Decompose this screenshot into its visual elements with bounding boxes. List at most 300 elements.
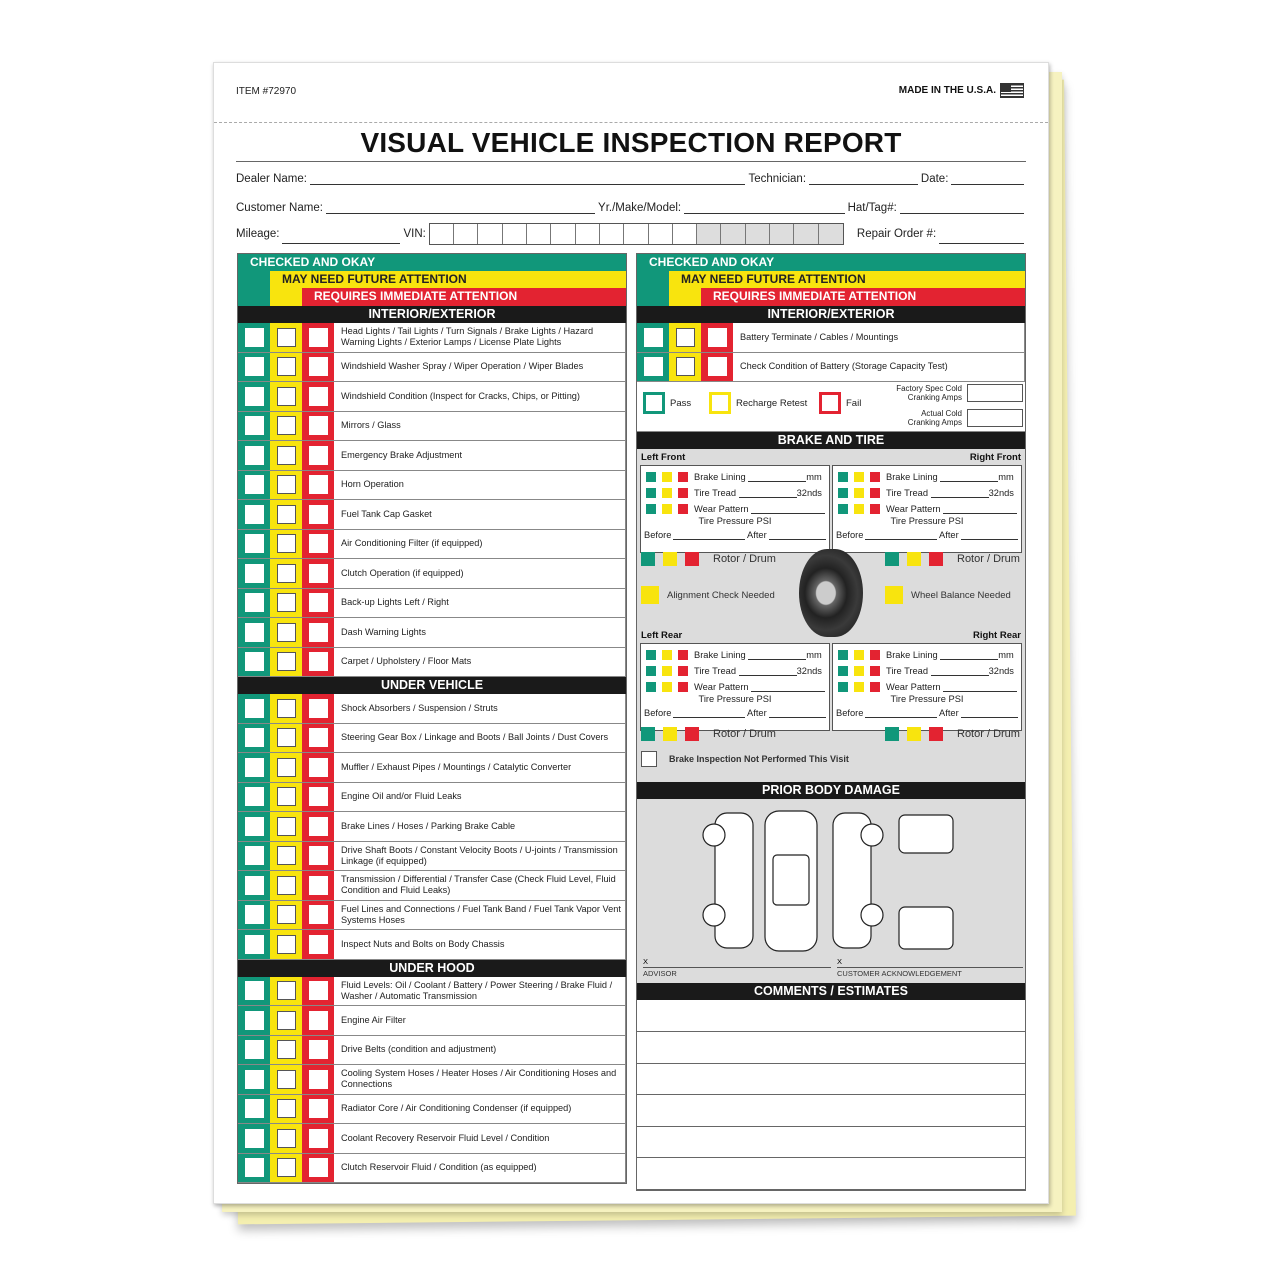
mileage-label: Mileage:: [236, 228, 280, 240]
immediate-checkbox[interactable]: [309, 564, 328, 583]
status-r-cell: [302, 1095, 334, 1124]
immediate-checkbox[interactable]: [309, 981, 328, 1000]
status-g-cell: [238, 724, 270, 753]
future-checkbox[interactable]: [277, 446, 296, 465]
future-checkbox[interactable]: [277, 387, 296, 406]
fail-label: Fail: [846, 397, 862, 409]
advisor-signature[interactable]: [643, 967, 831, 978]
okay-checkbox[interactable]: [838, 504, 848, 514]
checklist-row: [238, 500, 626, 530]
okay-checkbox[interactable]: [838, 472, 848, 482]
future-checkbox[interactable]: [676, 357, 695, 376]
future-checkbox[interactable]: [854, 650, 864, 660]
okay-checkbox[interactable]: [646, 666, 656, 676]
status-g-cell: [238, 842, 270, 871]
unit-label: 32nds: [796, 488, 822, 498]
after-field[interactable]: [961, 530, 1018, 540]
checklist-item-label: Back-up Lights Left / Right: [334, 589, 626, 618]
mileage-field[interactable]: [282, 232, 400, 244]
future-checkbox[interactable]: [277, 357, 296, 376]
okay-checkbox[interactable]: [245, 652, 264, 671]
before-label: Before: [836, 530, 864, 540]
after-label: After: [747, 530, 767, 540]
tire-pressure-label: Tire Pressure PSI: [698, 516, 772, 526]
okay-checkbox[interactable]: [245, 446, 264, 465]
measure-field[interactable]: [943, 682, 1017, 692]
okay-checkbox[interactable]: [245, 534, 264, 553]
status-r-cell: [701, 353, 733, 382]
status-y-cell: [270, 842, 302, 871]
section-header-under-vehicle: UNDER VEHICLE: [238, 677, 626, 694]
immediate-checkbox[interactable]: [870, 682, 880, 692]
status-y-cell: [669, 353, 701, 382]
measure-field[interactable]: [748, 472, 806, 482]
alignment-label: Alignment Check Needed: [667, 589, 775, 601]
left-column: [237, 253, 627, 1184]
actual-cca-input[interactable]: [967, 409, 1023, 427]
okay-checkbox[interactable]: [646, 682, 656, 692]
immediate-checkbox[interactable]: [678, 504, 688, 514]
status-g-cell: [238, 1006, 270, 1035]
before-field[interactable]: [673, 708, 745, 718]
status-y-cell: [270, 753, 302, 782]
status-r-cell: [302, 1154, 334, 1183]
okay-checkbox[interactable]: [644, 328, 663, 347]
future-checkbox[interactable]: [854, 488, 864, 498]
unit-label: 32nds: [988, 666, 1014, 676]
future-checkbox[interactable]: [662, 488, 672, 498]
right-front-box: [832, 465, 1022, 553]
immediate-checkbox[interactable]: [309, 593, 328, 612]
factory-spec-cca: [882, 384, 1023, 402]
future-checkbox[interactable]: [676, 328, 695, 347]
okay-checkbox[interactable]: [245, 564, 264, 583]
measure-field[interactable]: [931, 488, 989, 498]
okay-checkbox[interactable]: [245, 981, 264, 1000]
immediate-checkbox[interactable]: [309, 758, 328, 777]
status-g-cell: [238, 530, 270, 559]
okay-checkbox[interactable]: [245, 1070, 264, 1089]
legend-yellow: MAY NEED FUTURE ATTENTION: [282, 272, 467, 286]
future-checkbox[interactable]: [854, 504, 864, 514]
immediate-checkbox[interactable]: [309, 876, 328, 895]
measure-field[interactable]: [940, 472, 998, 482]
future-checkbox[interactable]: [277, 564, 296, 583]
checklist-item-label: Coolant Recovery Reservoir Fluid Level / Condition: [334, 1124, 626, 1153]
checklist-item-label: Engine Oil and/or Fluid Leaks: [334, 783, 626, 812]
technician-field[interactable]: [809, 173, 918, 185]
field-row-3: [236, 223, 1024, 245]
immediate-checkbox[interactable]: [870, 472, 880, 482]
immediate-checkbox[interactable]: [678, 472, 688, 482]
immediate-checkbox[interactable]: [309, 817, 328, 836]
immediate-checkbox[interactable]: [309, 728, 328, 747]
status-r-cell: [302, 930, 334, 959]
rotor-label: Rotor / Drum: [957, 553, 1020, 565]
checklist-item-label: Drive Belts (condition and adjustment): [334, 1036, 626, 1065]
checklist-row: [238, 530, 626, 560]
left-rear-box: [640, 643, 830, 731]
status-r-cell: [302, 1036, 334, 1065]
repair-order-field[interactable]: [939, 232, 1024, 244]
status-r-cell: [302, 323, 334, 352]
measure-field[interactable]: [751, 682, 825, 692]
status-y-cell: [669, 323, 701, 352]
future-checkbox[interactable]: [277, 475, 296, 494]
future-checkbox[interactable]: [277, 699, 296, 718]
before-field[interactable]: [865, 708, 937, 718]
status-r-cell: [302, 353, 334, 382]
after-field[interactable]: [961, 708, 1018, 718]
okay-checkbox[interactable]: [245, 817, 264, 836]
customer-signature[interactable]: [837, 967, 1023, 978]
status-y-cell: [270, 1095, 302, 1124]
vin-input-boxes[interactable]: [429, 223, 844, 245]
okay-checkbox[interactable]: [245, 1011, 264, 1030]
unit-label: mm: [998, 650, 1014, 660]
checklist-item-label: Steering Gear Box / Linkage and Boots / Ball Joints / Dust Covers: [334, 724, 626, 753]
checklist-row: [238, 382, 626, 412]
right-rear-label: Right Rear: [972, 630, 1021, 641]
okay-checkbox[interactable]: [245, 505, 264, 524]
measure-label: Tire Tread: [694, 488, 737, 498]
okay-checkbox[interactable]: [646, 504, 656, 514]
okay-checkbox[interactable]: [245, 876, 264, 895]
future-checkbox[interactable]: [277, 787, 296, 806]
immediate-checkbox[interactable]: [309, 328, 328, 347]
after-field[interactable]: [769, 530, 826, 540]
checklist-item-label: Cooling System Hoses / Heater Hoses / Air Conditioning Hoses and Connections: [334, 1065, 626, 1094]
checklist-row: [238, 353, 626, 383]
status-y-cell: [270, 559, 302, 588]
before-label: Before: [644, 530, 672, 540]
wheel-balance-label: Wheel Balance Needed: [911, 589, 1011, 601]
status-r-cell: [302, 1124, 334, 1153]
immediate-checkbox[interactable]: [309, 1040, 328, 1059]
measure-label: Brake Lining: [886, 472, 938, 482]
checklist-row: [238, 812, 626, 842]
immediate-checkbox[interactable]: [708, 328, 727, 347]
date-field[interactable]: [951, 173, 1024, 185]
status-g-cell: [238, 500, 270, 529]
okay-checkbox[interactable]: [646, 472, 656, 482]
pressure-row: [836, 708, 1018, 718]
status-g-cell: [637, 353, 669, 382]
okay-checkbox[interactable]: [245, 1129, 264, 1148]
pass-option[interactable]: [643, 392, 691, 414]
checklist-row: [238, 842, 626, 872]
okay-checkbox[interactable]: [245, 758, 264, 777]
checklist-item-label: Clutch Reservoir Fluid / Condition (as equipped): [334, 1154, 626, 1183]
status-g-cell: [238, 930, 270, 959]
future-checkbox[interactable]: [277, 623, 296, 642]
field-row-1: [236, 173, 1024, 185]
okay-checkbox[interactable]: [245, 593, 264, 612]
future-checkbox[interactable]: [277, 876, 296, 895]
brake-not-performed[interactable]: [641, 751, 849, 767]
lr-rotor-drum[interactable]: [641, 727, 776, 741]
measure-field[interactable]: [943, 504, 1017, 514]
future-checkbox[interactable]: [277, 328, 296, 347]
recharge-option[interactable]: [709, 392, 807, 414]
immediate-checkbox[interactable]: [678, 650, 688, 660]
customer-name-field[interactable]: [326, 202, 595, 214]
right-column: [636, 253, 1026, 1191]
future-checkbox[interactable]: [277, 505, 296, 524]
status-r-cell: [302, 812, 334, 841]
status-y-cell: [270, 783, 302, 812]
checklist-row: [637, 323, 1025, 353]
immediate-checkbox[interactable]: [678, 666, 688, 676]
future-checkbox[interactable]: [277, 1040, 296, 1059]
future-checkbox[interactable]: [277, 905, 296, 924]
immediate-checkbox[interactable]: [678, 682, 688, 692]
immediate-checkbox[interactable]: [309, 623, 328, 642]
immediate-checkbox[interactable]: [309, 387, 328, 406]
future-checkbox[interactable]: [277, 1099, 296, 1118]
status-r-cell: [302, 783, 334, 812]
immediate-checkbox[interactable]: [309, 1158, 328, 1177]
okay-checkbox[interactable]: [245, 623, 264, 642]
customer-x: X: [837, 957, 843, 966]
okay-checkbox[interactable]: [838, 682, 848, 692]
made-in-usa: [899, 83, 1024, 98]
checklist-row: [238, 618, 626, 648]
checklist-item-label: Carpet / Upholstery / Floor Mats: [334, 648, 626, 677]
measure-field[interactable]: [748, 650, 806, 660]
status-y-cell: [270, 441, 302, 470]
future-checkbox[interactable]: [277, 817, 296, 836]
future-checkbox[interactable]: [662, 650, 672, 660]
immediate-checkbox[interactable]: [309, 699, 328, 718]
future-checkbox[interactable]: [277, 1011, 296, 1030]
okay-checkbox[interactable]: [245, 387, 264, 406]
legend-yellow: MAY NEED FUTURE ATTENTION: [681, 272, 866, 286]
vin-label: VIN:: [403, 228, 426, 240]
status-g-cell: [238, 812, 270, 841]
immediate-checkbox[interactable]: [309, 905, 328, 924]
immediate-checkbox[interactable]: [870, 650, 880, 660]
immediate-checkbox[interactable]: [309, 1129, 328, 1148]
dealer-name-field[interactable]: [310, 173, 746, 185]
okay-checkbox[interactable]: [245, 1099, 264, 1118]
future-checkbox[interactable]: [854, 666, 864, 676]
future-checkbox[interactable]: [277, 846, 296, 865]
unit-label: mm: [806, 472, 822, 482]
checklist-row: [238, 648, 626, 678]
immediate-checkbox[interactable]: [309, 787, 328, 806]
measure-field[interactable]: [940, 650, 998, 660]
measure-label: Wear Pattern: [694, 504, 749, 514]
status-g-cell: [238, 559, 270, 588]
status-r-cell: [302, 618, 334, 647]
measure-field[interactable]: [931, 666, 989, 676]
before-field[interactable]: [673, 530, 745, 540]
status-r-cell: [701, 323, 733, 352]
right-rear-box: [832, 643, 1022, 731]
before-field[interactable]: [865, 530, 937, 540]
us-flag-icon: [1000, 83, 1024, 98]
pressure-row: [644, 530, 826, 540]
okay-checkbox[interactable]: [838, 488, 848, 498]
future-checkbox[interactable]: [854, 682, 864, 692]
before-label: Before: [836, 708, 864, 718]
future-checkbox[interactable]: [662, 666, 672, 676]
okay-checkbox[interactable]: [245, 728, 264, 747]
okay-checkbox[interactable]: [245, 846, 264, 865]
rr-rotor-drum[interactable]: [885, 727, 1020, 741]
future-checkbox[interactable]: [662, 682, 672, 692]
okay-checkbox[interactable]: [838, 666, 848, 676]
immediate-checkbox[interactable]: [309, 1099, 328, 1118]
immediate-checkbox[interactable]: [708, 357, 727, 376]
okay-checkbox[interactable]: [245, 1158, 264, 1177]
okay-checkbox[interactable]: [245, 699, 264, 718]
immediate-checkbox[interactable]: [309, 475, 328, 494]
immediate-checkbox[interactable]: [870, 504, 880, 514]
battery-list: [637, 323, 1025, 382]
future-checkbox[interactable]: [662, 472, 672, 482]
advisor-label: ADVISOR: [643, 969, 677, 978]
status-g-cell: [238, 753, 270, 782]
checklist-item-label: Mirrors / Glass: [334, 412, 626, 441]
rotor-label: Rotor / Drum: [957, 728, 1020, 740]
future-checkbox[interactable]: [277, 981, 296, 1000]
checklist-item-label: Brake Lines / Hoses / Parking Brake Cable: [334, 812, 626, 841]
status-y-cell: [270, 812, 302, 841]
immediate-checkbox[interactable]: [309, 505, 328, 524]
status-g-cell: [238, 1095, 270, 1124]
checklist-row: [238, 441, 626, 471]
comments-area[interactable]: [637, 1000, 1025, 1190]
immediate-checkbox[interactable]: [309, 935, 328, 954]
measure-label: Tire Tread: [886, 666, 929, 676]
lf-rotor-drum[interactable]: [641, 552, 776, 566]
legend: [238, 254, 626, 306]
okay-checkbox[interactable]: [646, 650, 656, 660]
pressure-row: [644, 708, 826, 718]
immediate-checkbox[interactable]: [309, 357, 328, 376]
brake-tire-section: [637, 449, 1025, 782]
customer-ack-label: CUSTOMER ACKNOWLEDGEMENT: [837, 969, 962, 978]
battery-test: [637, 382, 1025, 432]
checklist-row: [238, 901, 626, 931]
immediate-checkbox[interactable]: [309, 1070, 328, 1089]
checklist-row: [238, 589, 626, 619]
under-vehicle-list: [238, 694, 626, 960]
future-checkbox[interactable]: [277, 1129, 296, 1148]
measure-label: Brake Lining: [694, 472, 746, 482]
future-checkbox[interactable]: [277, 652, 296, 671]
immediate-checkbox[interactable]: [309, 534, 328, 553]
immediate-checkbox[interactable]: [309, 1011, 328, 1030]
okay-checkbox[interactable]: [245, 475, 264, 494]
legend-green: CHECKED AND OKAY: [250, 255, 376, 269]
status-r-cell: [302, 500, 334, 529]
measure-label: Brake Lining: [694, 650, 746, 660]
immediate-checkbox[interactable]: [309, 846, 328, 865]
page-title: VISUAL VEHICLE INSPECTION REPORT: [236, 127, 1026, 162]
unit-label: mm: [806, 650, 822, 660]
immediate-checkbox[interactable]: [309, 416, 328, 435]
yr-make-model-label: Yr./Make/Model:: [598, 202, 682, 214]
wheel-balance[interactable]: [885, 586, 1011, 604]
status-g-cell: [238, 901, 270, 930]
measure-label: Wear Pattern: [886, 682, 941, 692]
after-field[interactable]: [769, 708, 826, 718]
future-checkbox[interactable]: [277, 758, 296, 777]
fail-option[interactable]: [819, 392, 861, 414]
immediate-checkbox[interactable]: [870, 666, 880, 676]
measure-field[interactable]: [739, 488, 797, 498]
checklist-row: [238, 1036, 626, 1066]
okay-checkbox[interactable]: [644, 357, 663, 376]
okay-checkbox[interactable]: [245, 787, 264, 806]
advisor-x: X: [643, 957, 649, 966]
immediate-checkbox[interactable]: [309, 652, 328, 671]
future-checkbox[interactable]: [277, 534, 296, 553]
future-checkbox[interactable]: [277, 1158, 296, 1177]
status-g-cell: [238, 589, 270, 618]
okay-checkbox[interactable]: [245, 416, 264, 435]
okay-checkbox[interactable]: [646, 488, 656, 498]
status-y-cell: [270, 694, 302, 723]
future-checkbox[interactable]: [277, 728, 296, 747]
future-checkbox[interactable]: [662, 504, 672, 514]
unit-label: 32nds: [988, 488, 1014, 498]
okay-checkbox[interactable]: [245, 905, 264, 924]
factory-spec-input[interactable]: [967, 384, 1023, 402]
okay-checkbox[interactable]: [245, 328, 264, 347]
okay-checkbox[interactable]: [245, 935, 264, 954]
status-g-cell: [238, 1065, 270, 1094]
okay-checkbox[interactable]: [838, 650, 848, 660]
status-g-cell: [238, 441, 270, 470]
status-y-cell: [270, 618, 302, 647]
checklist-row: [238, 1124, 626, 1154]
status-y-cell: [270, 412, 302, 441]
hat-tag-field[interactable]: [900, 202, 1024, 214]
immediate-checkbox[interactable]: [870, 488, 880, 498]
checklist-row: [238, 930, 626, 960]
checklist-item-label: Fuel Lines and Connections / Fuel Tank Band / Fuel Tank Vapor Vent Systems Hoses: [334, 901, 626, 930]
measure-field[interactable]: [751, 504, 825, 514]
future-checkbox[interactable]: [277, 416, 296, 435]
checklist-item-label: Transmission / Differential / Transfer Case (Check Fluid Level, Fluid Condition and Fluid Leaks): [334, 871, 626, 900]
status-g-cell: [238, 323, 270, 352]
checklist-row: [238, 1065, 626, 1095]
status-r-cell: [302, 694, 334, 723]
okay-checkbox[interactable]: [245, 1040, 264, 1059]
checklist-item-label: Windshield Washer Spray / Wiper Operation / Wiper Blades: [334, 353, 626, 382]
future-checkbox[interactable]: [277, 1070, 296, 1089]
future-checkbox[interactable]: [277, 935, 296, 954]
future-checkbox[interactable]: [854, 472, 864, 482]
checklist-row: [238, 783, 626, 813]
immediate-checkbox[interactable]: [678, 488, 688, 498]
measure-field[interactable]: [739, 666, 797, 676]
yr-make-model-field[interactable]: [684, 202, 844, 214]
alignment-check[interactable]: [641, 586, 775, 604]
future-checkbox[interactable]: [277, 593, 296, 612]
date-label: Date:: [920, 173, 949, 185]
rf-rotor-drum[interactable]: [885, 552, 1020, 566]
immediate-checkbox[interactable]: [309, 446, 328, 465]
checklist-item-label: Drive Shaft Boots / Constant Velocity Boots / U-joints / Transmission Linkage (if equipped): [334, 842, 626, 871]
status-g-cell: [238, 471, 270, 500]
okay-checkbox[interactable]: [245, 357, 264, 376]
measure-label: Tire Tread: [886, 488, 929, 498]
